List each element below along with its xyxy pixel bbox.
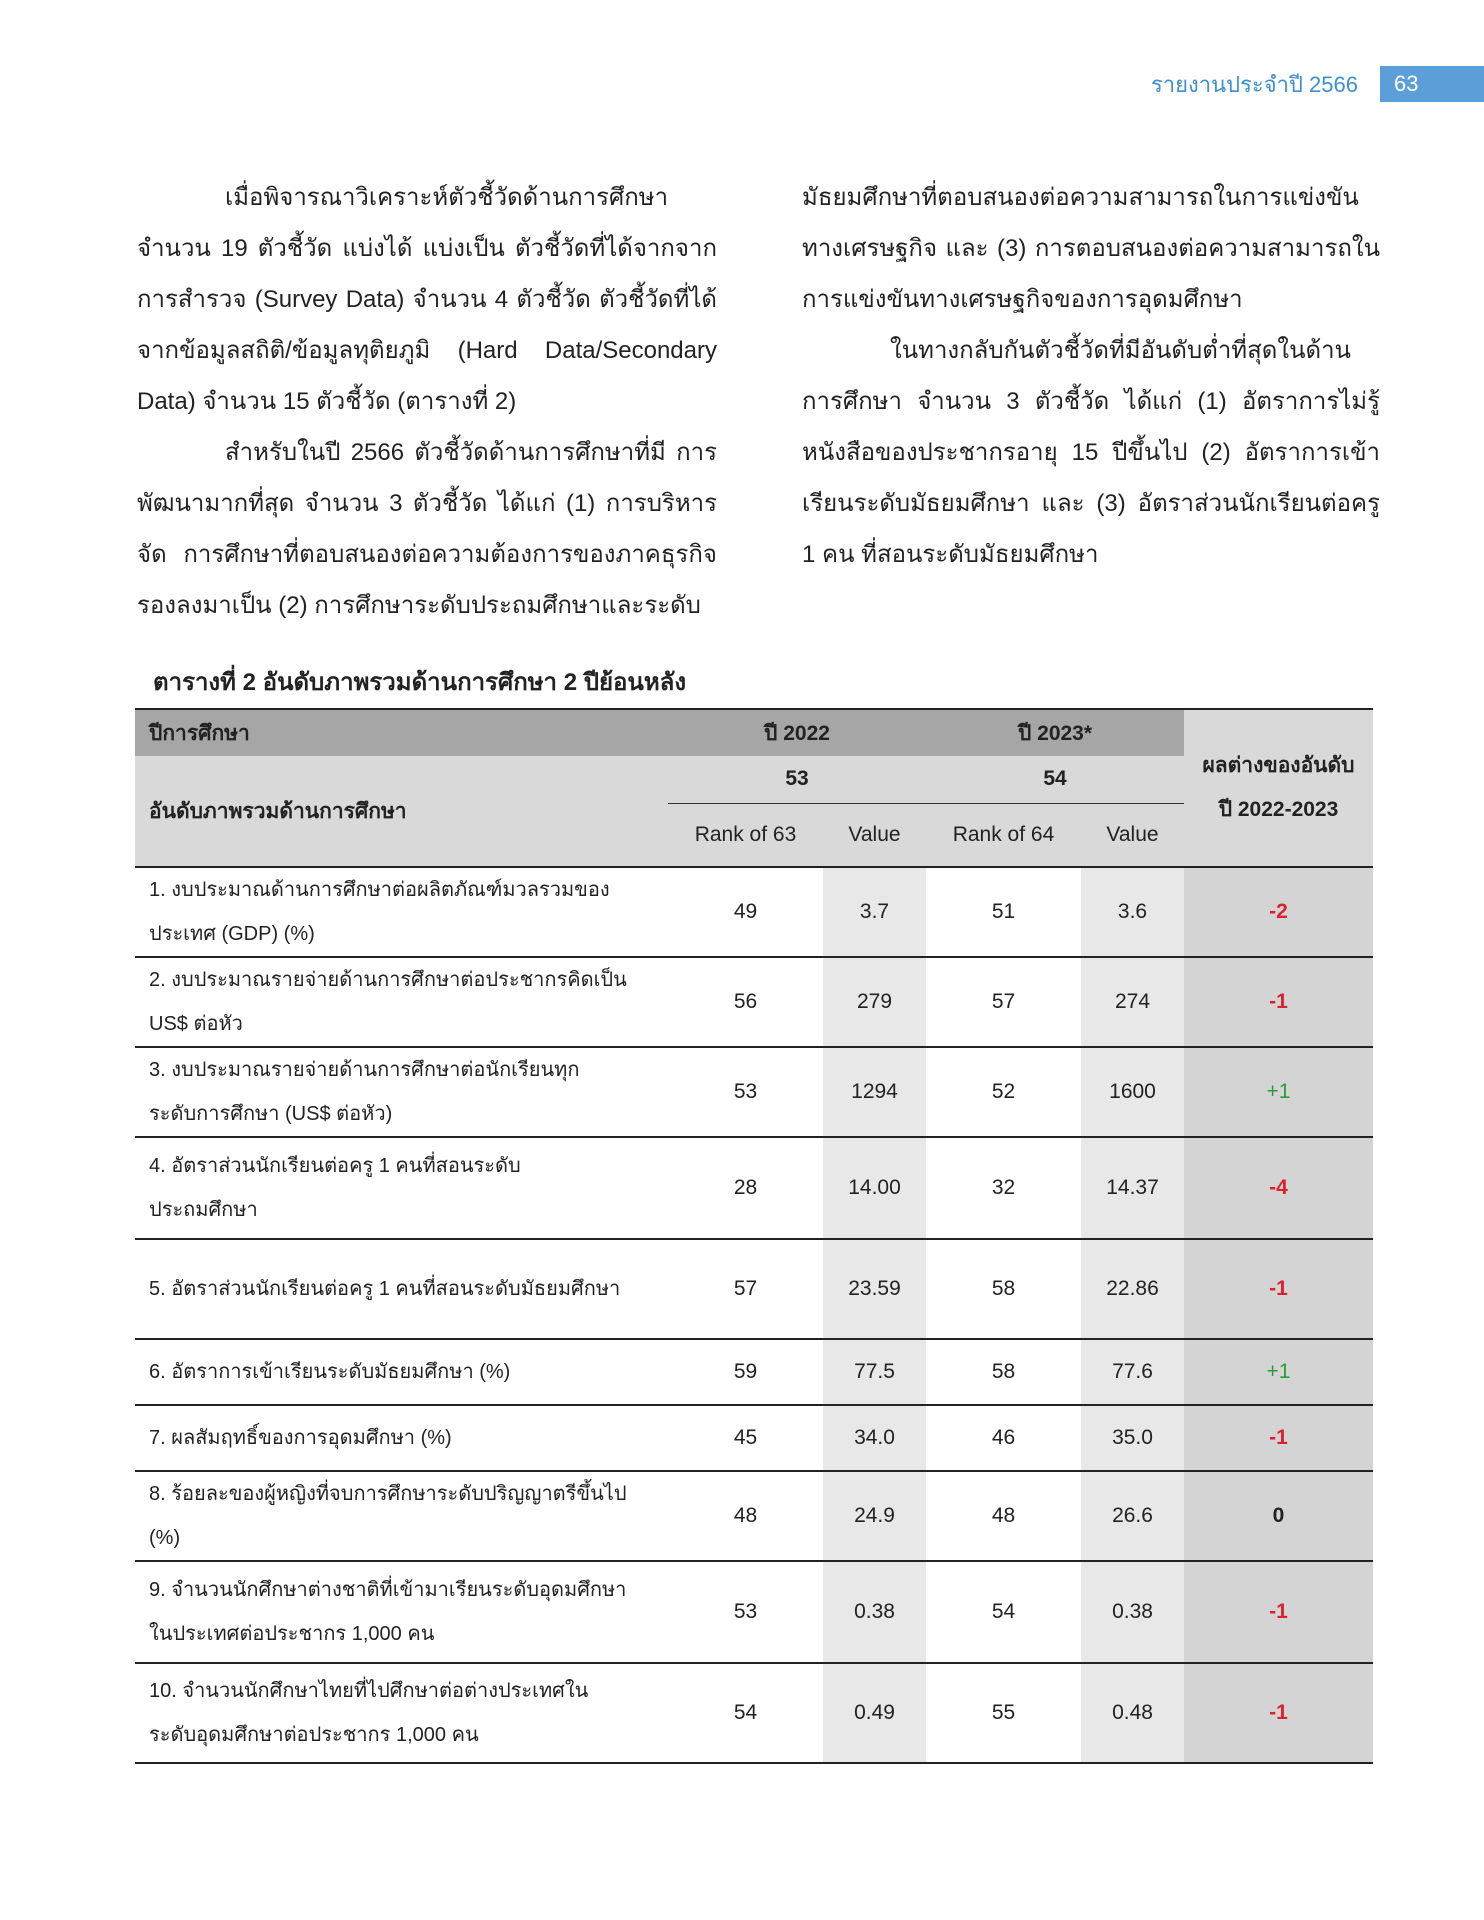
value-2022: 34.0 — [823, 1405, 926, 1471]
value-2022: 14.00 — [823, 1137, 926, 1239]
value-2022: 23.59 — [823, 1239, 926, 1339]
rank-2023: 54 — [926, 1561, 1081, 1663]
table-row — [135, 1047, 1373, 1137]
value-2022: 3.7 — [823, 867, 926, 957]
paragraph: สำหรับในปี 2566 ตัวชี้วัดด้านการศึกษาที่มี การพัฒนามากที่สุด จำนวน 3 ตัวชี้วัด ได้แก่ (1) การบริหารจัด การศึกษาที่ตอบสนองต่อความต้องการของภาคธุรกิจ รองลงมาเป็น (2) การศึกษาระดับประถมศึกษาและระดับ — [137, 439, 717, 619]
rank-2023: 48 — [926, 1471, 1081, 1561]
indicator-cell: 1. งบประมาณด้านการศึกษาต่อผลิตภัณฑ์มวลรวมของ ประเทศ (GDP) (%) — [135, 867, 668, 957]
rank-2023: 58 — [926, 1239, 1081, 1339]
rank-diff: -4 — [1184, 1137, 1373, 1239]
table-row — [135, 957, 1373, 1047]
rank-diff: -1 — [1184, 957, 1373, 1047]
overall-2022: 53 — [668, 756, 926, 803]
rank-diff: -1 — [1184, 1663, 1373, 1763]
page-header — [1151, 66, 1484, 102]
value-2022: 24.9 — [823, 1471, 926, 1561]
rank-2022: 28 — [668, 1137, 823, 1239]
indicator-cell: 5. อัตราส่วนนักเรียนต่อครู 1 คนที่สอนระดับมัธยมศึกษา — [135, 1239, 668, 1339]
rank-63-header: Rank of 63 — [668, 803, 823, 867]
paragraph: มัธยมศึกษาที่ตอบสนองต่อความสามารถในการแข่งขัน ทางเศรษฐกิจ และ (3) การตอบสนองต่อความสามารถใน การแข่งขันทางเศรษฐกิจของการอุดมศึกษา — [802, 184, 1380, 313]
rank-2022: 56 — [668, 957, 823, 1047]
rank-2023: 55 — [926, 1663, 1081, 1763]
paragraph: เมื่อพิจารณาวิเคราะห์ตัวชี้วัดด้านการศึกษา จำนวน 19 ตัวชี้วัด แบ่งได้ แบ่งเป็น ตัวชี้วัดที่ได้จากจาก การสำรวจ (Survey Data) จำนวน 4 ตัวชี้วัด ตัวชี้วัดที่ได้ จากข้อมูลสถิติ/ข้อมูลทุติยภูมิ (Hard Data/Secondary Data) จำนวน 15 ตัวชี้วัด (ตารางที่ 2) — [137, 184, 717, 415]
table-row — [135, 1663, 1373, 1763]
value-2023: 14.37 — [1081, 1137, 1184, 1239]
year-label: ปีการศึกษา — [135, 709, 668, 756]
rank-diff: -2 — [1184, 867, 1373, 957]
rank-diff: -1 — [1184, 1405, 1373, 1471]
value-2022: 77.5 — [823, 1339, 926, 1405]
rank-2022: 57 — [668, 1239, 823, 1339]
year-2023: ปี 2023* — [926, 709, 1184, 756]
table-row — [135, 1471, 1373, 1561]
rank-diff: +1 — [1184, 1339, 1373, 1405]
value-2023: 77.6 — [1081, 1339, 1184, 1405]
overall-2023: 54 — [926, 756, 1184, 803]
value-2023: 0.48 — [1081, 1663, 1184, 1763]
indicator-cell: 10. จำนวนนักศึกษาไทยที่ไปศึกษาต่อต่างประเทศใน ระดับอุดมศึกษาต่อประชากร 1,000 คน — [135, 1663, 668, 1763]
table-row — [135, 1137, 1373, 1239]
rank-diff: -1 — [1184, 1561, 1373, 1663]
page-number: 63 — [1380, 66, 1484, 102]
rank-2022: 53 — [668, 1561, 823, 1663]
value-2023: 22.86 — [1081, 1239, 1184, 1339]
rank-2022: 53 — [668, 1047, 823, 1137]
value-2022: 279 — [823, 957, 926, 1047]
right-column — [802, 172, 1380, 580]
table-row — [135, 1561, 1373, 1663]
value-header: Value — [823, 803, 926, 867]
rank-2023: 32 — [926, 1137, 1081, 1239]
rank-diff: -1 — [1184, 1239, 1373, 1339]
value-header: Value — [1081, 803, 1184, 867]
rank-diff: 0 — [1184, 1471, 1373, 1561]
indicator-cell: 2. งบประมาณรายจ่ายด้านการศึกษาต่อประชากรคิดเป็น US$ ต่อหัว — [135, 957, 668, 1047]
diff-header: ผลต่างของอันดับ ปี 2022-2023 — [1184, 709, 1373, 867]
paragraph: ในทางกลับกันตัวชี้วัดที่มีอันดับต่ำที่สุดในด้าน การศึกษา จำนวน 3 ตัวชี้วัด ได้แก่ (1) อัตราการไม่รู้ หนังสือของประชากรอายุ 15 ปีขึ้นไป (2) อัตราการเข้า เรียนระดับมัธยมศึกษา และ (3) อัตราส่วนนักเรียนต่อครู 1 คน ที่สอนระดับมัธยมศึกษา — [802, 337, 1380, 568]
overall-label: อันดับภาพรวมด้านการศึกษา — [135, 756, 668, 867]
rank-2022: 48 — [668, 1471, 823, 1561]
table-row — [135, 1339, 1373, 1405]
value-2023: 1600 — [1081, 1047, 1184, 1137]
table-row — [135, 867, 1373, 957]
rank-2022: 45 — [668, 1405, 823, 1471]
value-2023: 26.6 — [1081, 1471, 1184, 1561]
rank-2023: 58 — [926, 1339, 1081, 1405]
indicator-cell: 4. อัตราส่วนนักเรียนต่อครู 1 คนที่สอนระดับ ประถมศึกษา — [135, 1137, 668, 1239]
indicator-cell: 8. ร้อยละของผู้หญิงที่จบการศึกษาระดับปริญญาตรีขึ้นไป (%) — [135, 1471, 668, 1561]
table-row — [135, 1239, 1373, 1339]
value-2023: 0.38 — [1081, 1561, 1184, 1663]
year-2022: ปี 2022 — [668, 709, 926, 756]
rank-2023: 57 — [926, 957, 1081, 1047]
value-2022: 1294 — [823, 1047, 926, 1137]
report-title: รายงานประจำปี 2566 — [1150, 71, 1358, 97]
left-column — [137, 172, 717, 631]
value-2022: 0.49 — [823, 1663, 926, 1763]
rank-2022: 54 — [668, 1663, 823, 1763]
value-2023: 274 — [1081, 957, 1184, 1047]
value-2023: 3.6 — [1081, 867, 1184, 957]
indicator-cell: 3. งบประมาณรายจ่ายด้านการศึกษาต่อนักเรียนทุก ระดับการศึกษา (US$ ต่อหัว) — [135, 1047, 668, 1137]
rank-diff: +1 — [1184, 1047, 1373, 1137]
rank-2022: 59 — [668, 1339, 823, 1405]
table-caption: ตารางที่ 2 อันดับภาพรวมด้านการศึกษา 2 ปีย้อนหลัง — [153, 669, 687, 696]
indicator-cell: 6. อัตราการเข้าเรียนระดับมัธยมศึกษา (%) — [135, 1339, 668, 1405]
rank-2023: 51 — [926, 867, 1081, 957]
indicator-cell: 9. จำนวนนักศึกษาต่างชาติที่เข้ามาเรียนระดับอุดมศึกษา ในประเทศต่อประชากร 1,000 คน — [135, 1561, 668, 1663]
rank-2023: 52 — [926, 1047, 1081, 1137]
education-ranking-table — [135, 708, 1373, 1764]
indicator-cell: 7. ผลสัมฤทธิ์ของการอุดมศึกษา (%) — [135, 1405, 668, 1471]
table-row — [135, 1405, 1373, 1471]
rank-64-header: Rank of 64 — [926, 803, 1081, 867]
value-2022: 0.38 — [823, 1561, 926, 1663]
rank-2023: 46 — [926, 1405, 1081, 1471]
rank-2022: 49 — [668, 867, 823, 957]
value-2023: 35.0 — [1081, 1405, 1184, 1471]
